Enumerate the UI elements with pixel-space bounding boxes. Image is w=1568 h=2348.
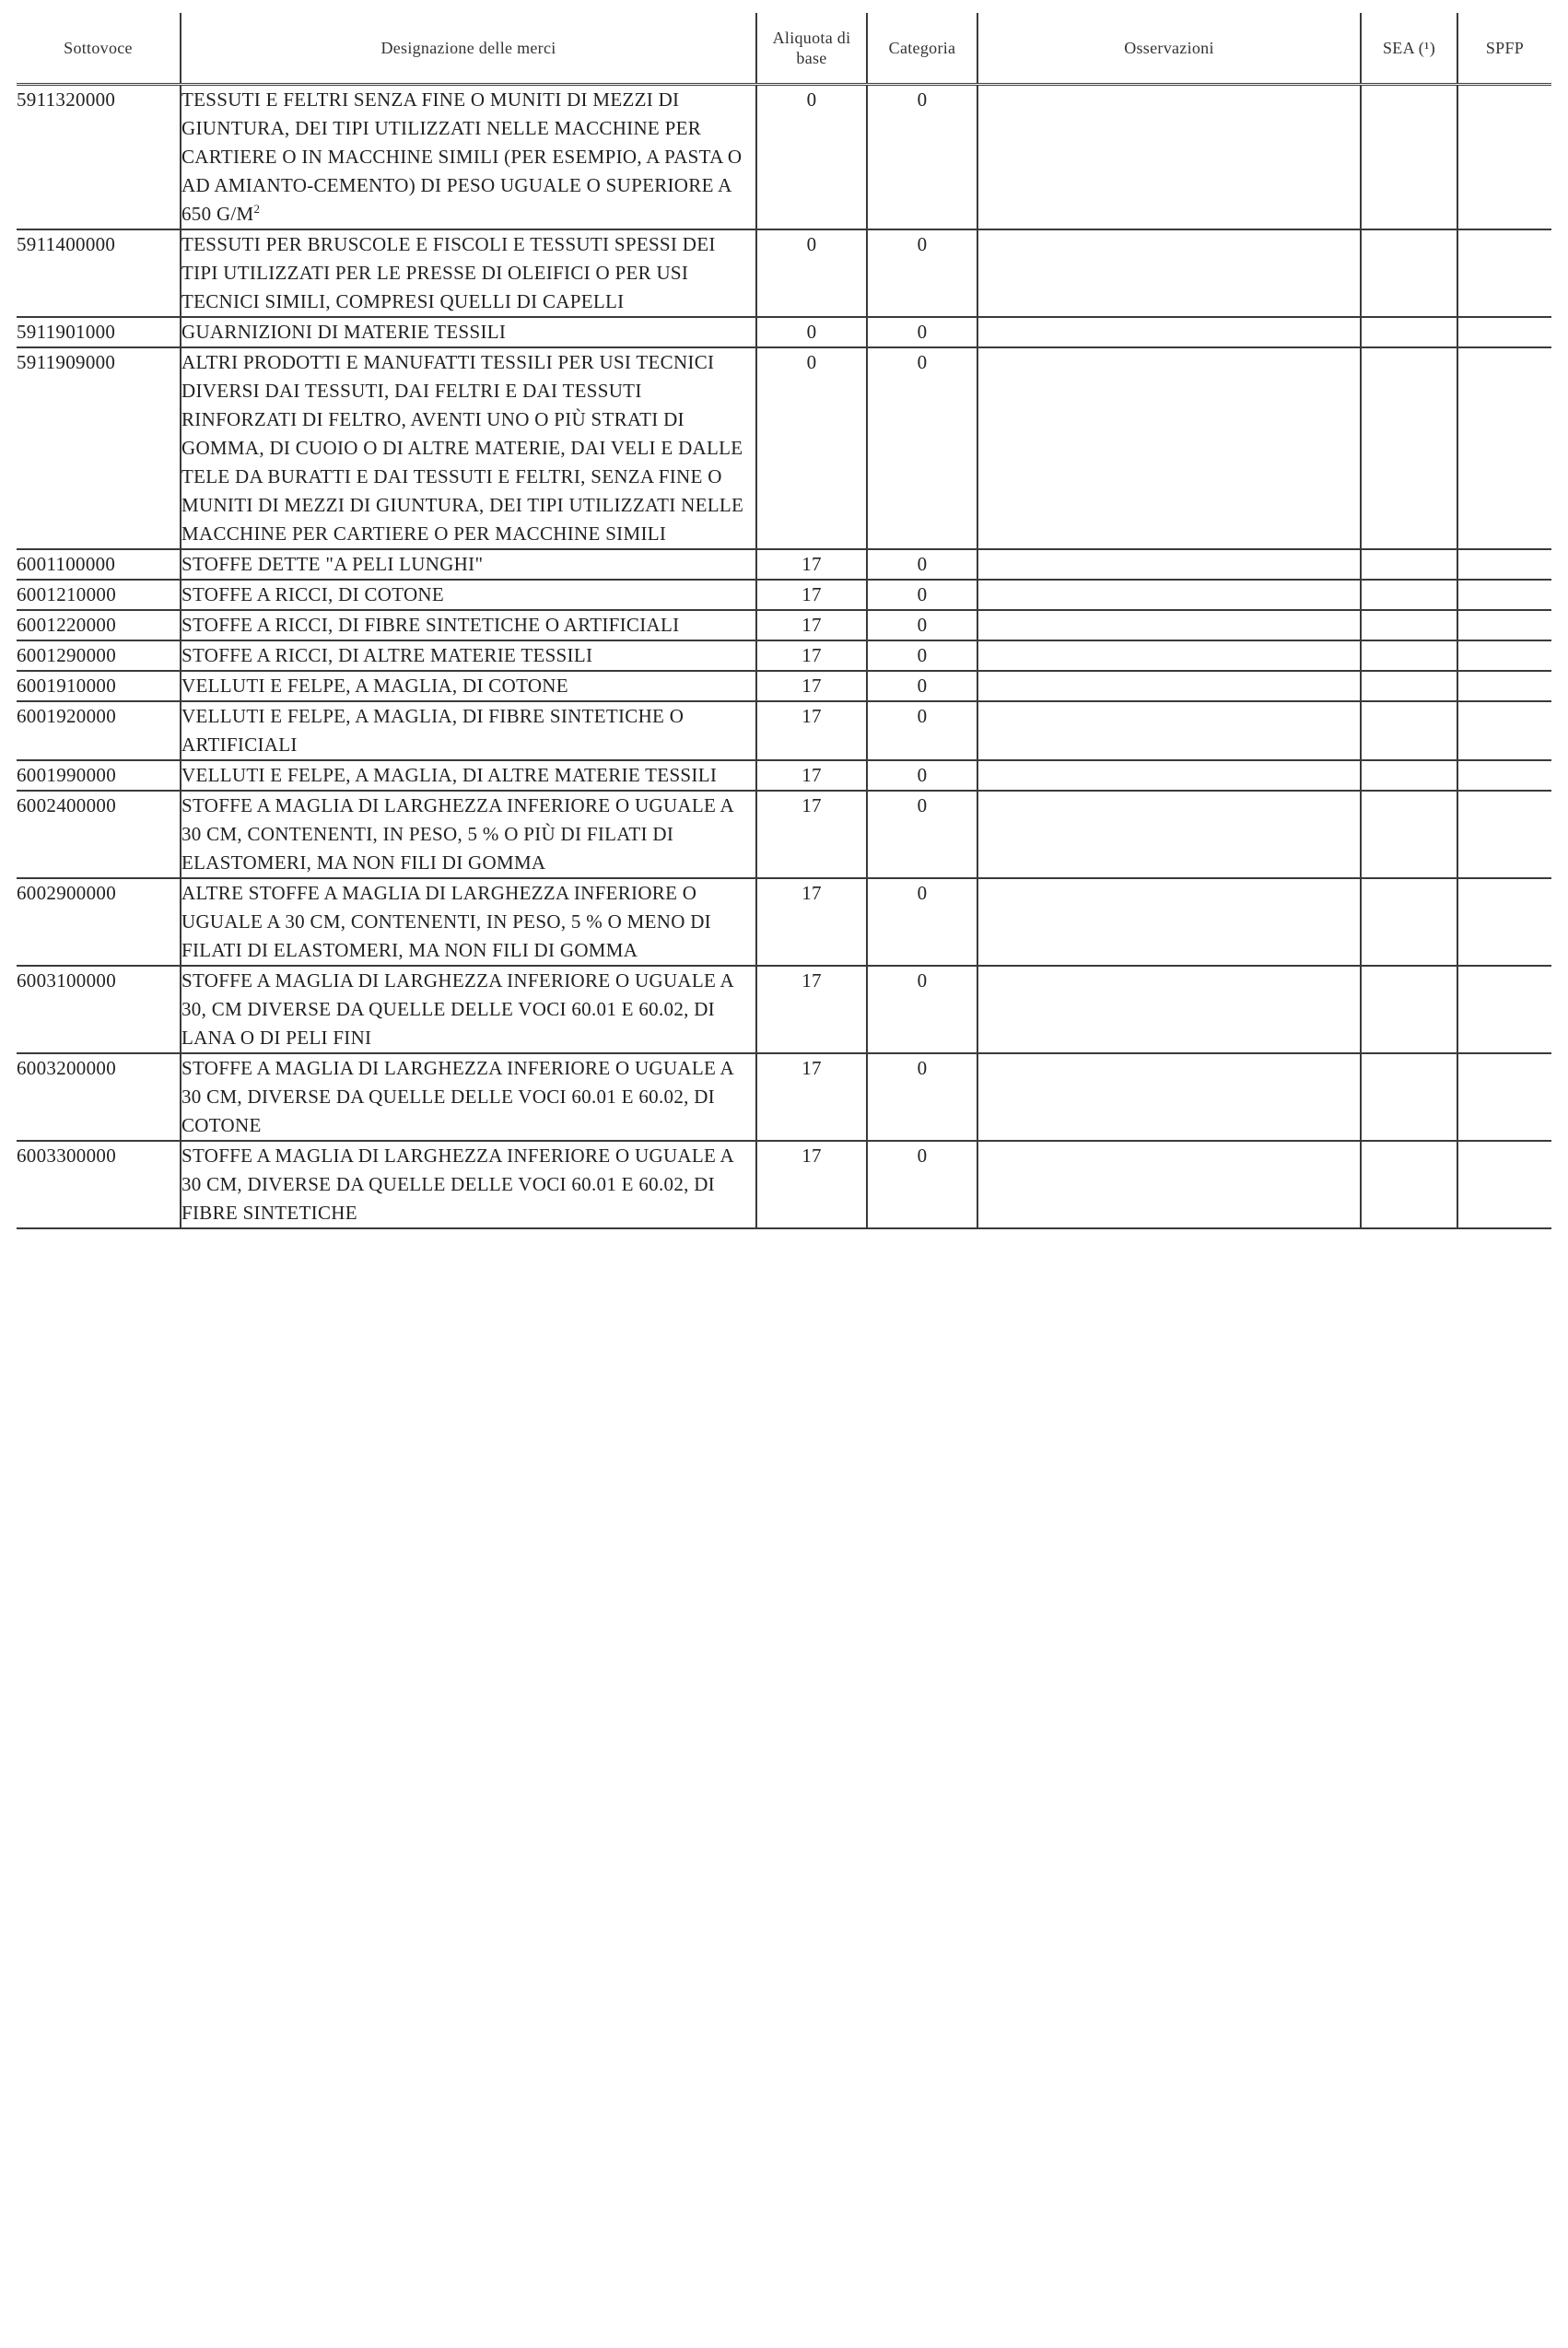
cell-rate: 0 bbox=[756, 317, 867, 347]
table-row bbox=[17, 317, 1551, 347]
cell-description-text: GUARNIZIONI DI MATERIE TESSILI bbox=[181, 321, 507, 343]
cell-observations bbox=[977, 640, 1361, 671]
cell-code: 6001220000 bbox=[17, 610, 181, 640]
cell-observations bbox=[977, 317, 1361, 347]
cell-sea bbox=[1361, 85, 1457, 230]
cell-category: 0 bbox=[867, 549, 977, 580]
cell-category: 0 bbox=[867, 878, 977, 966]
cell-category: 0 bbox=[867, 791, 977, 878]
cell-sea bbox=[1361, 549, 1457, 580]
cell-sea bbox=[1361, 1141, 1457, 1228]
tariff-table bbox=[17, 13, 1551, 1229]
cell-description bbox=[181, 878, 756, 966]
cell-code: 6001910000 bbox=[17, 671, 181, 701]
cell-sea bbox=[1361, 580, 1457, 610]
cell-rate: 17 bbox=[756, 1053, 867, 1141]
cell-description bbox=[181, 580, 756, 610]
header-row bbox=[17, 13, 1551, 85]
cell-rate: 17 bbox=[756, 610, 867, 640]
cell-observations bbox=[977, 229, 1361, 317]
cell-code: 5911901000 bbox=[17, 317, 181, 347]
cell-rate: 17 bbox=[756, 549, 867, 580]
cell-code: 6001290000 bbox=[17, 640, 181, 671]
cell-rate: 17 bbox=[756, 671, 867, 701]
table-row bbox=[17, 966, 1551, 1053]
cell-description bbox=[181, 671, 756, 701]
table-row bbox=[17, 791, 1551, 878]
cell-category: 0 bbox=[867, 85, 977, 230]
cell-sea bbox=[1361, 701, 1457, 760]
cell-code: 5911909000 bbox=[17, 347, 181, 549]
cell-category: 0 bbox=[867, 640, 977, 671]
header-code: Sottovoce bbox=[17, 13, 181, 85]
cell-description-text: STOFFE A MAGLIA DI LARGHEZZA INFERIORE O UGUALE A 30 CM, DIVERSE DA QUELLE DELLE VOCI 60.01 E 60.02, DI COTONE bbox=[181, 1057, 733, 1136]
cell-description-text: VELLUTI E FELPE, A MAGLIA, DI COTONE bbox=[181, 675, 568, 697]
cell-description bbox=[181, 1053, 756, 1141]
cell-observations bbox=[977, 671, 1361, 701]
cell-code: 6001920000 bbox=[17, 701, 181, 760]
cell-sea bbox=[1361, 791, 1457, 878]
cell-code: 6003300000 bbox=[17, 1141, 181, 1228]
cell-spfp bbox=[1457, 1141, 1551, 1228]
cell-spfp bbox=[1457, 1053, 1551, 1141]
cell-description-text: STOFFE DETTE "A PELI LUNGHI" bbox=[181, 553, 484, 575]
cell-code: 5911320000 bbox=[17, 85, 181, 230]
cell-description bbox=[181, 85, 756, 230]
cell-observations bbox=[977, 760, 1361, 791]
cell-observations bbox=[977, 347, 1361, 549]
header-rate-line1: Aliquota di bbox=[772, 29, 851, 47]
cell-description-superscript: 2 bbox=[253, 202, 261, 216]
cell-rate: 17 bbox=[756, 701, 867, 760]
cell-rate: 0 bbox=[756, 347, 867, 549]
header-rate bbox=[756, 13, 867, 85]
cell-observations bbox=[977, 1053, 1361, 1141]
cell-category: 0 bbox=[867, 760, 977, 791]
table-row bbox=[17, 671, 1551, 701]
cell-spfp bbox=[1457, 640, 1551, 671]
cell-code: 6002400000 bbox=[17, 791, 181, 878]
cell-description-text: STOFFE A RICCI, DI FIBRE SINTETICHE O ARTIFICIALI bbox=[181, 614, 680, 636]
cell-description bbox=[181, 640, 756, 671]
cell-category: 0 bbox=[867, 1053, 977, 1141]
cell-rate: 17 bbox=[756, 1141, 867, 1228]
cell-observations bbox=[977, 580, 1361, 610]
cell-spfp bbox=[1457, 671, 1551, 701]
cell-observations bbox=[977, 701, 1361, 760]
cell-sea bbox=[1361, 1053, 1457, 1141]
cell-sea bbox=[1361, 347, 1457, 549]
cell-code: 6002900000 bbox=[17, 878, 181, 966]
cell-description bbox=[181, 347, 756, 549]
cell-rate: 17 bbox=[756, 640, 867, 671]
table-row bbox=[17, 229, 1551, 317]
cell-spfp bbox=[1457, 317, 1551, 347]
cell-spfp bbox=[1457, 229, 1551, 317]
cell-category: 0 bbox=[867, 701, 977, 760]
cell-spfp bbox=[1457, 580, 1551, 610]
cell-rate: 17 bbox=[756, 878, 867, 966]
cell-sea bbox=[1361, 317, 1457, 347]
cell-rate: 17 bbox=[756, 791, 867, 878]
cell-rate: 0 bbox=[756, 229, 867, 317]
cell-sea bbox=[1361, 610, 1457, 640]
cell-rate: 17 bbox=[756, 580, 867, 610]
cell-description-text: STOFFE A RICCI, DI COTONE bbox=[181, 583, 445, 605]
table-row bbox=[17, 1141, 1551, 1228]
table-row bbox=[17, 760, 1551, 791]
cell-description bbox=[181, 229, 756, 317]
cell-description bbox=[181, 1141, 756, 1228]
cell-code: 6003200000 bbox=[17, 1053, 181, 1141]
cell-sea bbox=[1361, 671, 1457, 701]
header-sea: SEA (¹) bbox=[1361, 13, 1457, 85]
cell-observations bbox=[977, 85, 1361, 230]
cell-observations bbox=[977, 966, 1361, 1053]
cell-rate: 0 bbox=[756, 85, 867, 230]
cell-description bbox=[181, 610, 756, 640]
cell-category: 0 bbox=[867, 580, 977, 610]
cell-description bbox=[181, 791, 756, 878]
table-row bbox=[17, 549, 1551, 580]
cell-description bbox=[181, 966, 756, 1053]
cell-observations bbox=[977, 791, 1361, 878]
cell-description-text: STOFFE A MAGLIA DI LARGHEZZA INFERIORE O UGUALE A 30 CM, CONTENENTI, IN PESO, 5 % O PIÙ DI FILATI DI ELASTOMERI, MA NON FILI DI GOMMA bbox=[181, 794, 733, 874]
cell-code: 6003100000 bbox=[17, 966, 181, 1053]
table-row bbox=[17, 640, 1551, 671]
header-rate-line2: base bbox=[796, 49, 827, 67]
table-body bbox=[17, 85, 1551, 1229]
cell-code: 5911400000 bbox=[17, 229, 181, 317]
cell-description bbox=[181, 317, 756, 347]
header-category: Categoria bbox=[867, 13, 977, 85]
cell-code: 6001990000 bbox=[17, 760, 181, 791]
cell-sea bbox=[1361, 760, 1457, 791]
table-row bbox=[17, 347, 1551, 549]
cell-sea bbox=[1361, 878, 1457, 966]
cell-spfp bbox=[1457, 966, 1551, 1053]
cell-spfp bbox=[1457, 878, 1551, 966]
cell-description-text: VELLUTI E FELPE, A MAGLIA, DI FIBRE SINTETICHE O ARTIFICIALI bbox=[181, 705, 685, 756]
cell-description-text: TESSUTI E FELTRI SENZA FINE O MUNITI DI MEZZI DI GIUNTURA, DEI TIPI UTILIZZATI NELLE MACCHINE PER CARTIERE O IN MACCHINE SIMILI (PER ESEMPIO, A PASTA O AD AMIANTO-CEMENTO) DI PESO UGUALE O SUPERIORE A 650 G/M bbox=[181, 88, 743, 225]
cell-description-text: STOFFE A RICCI, DI ALTRE MATERIE TESSILI bbox=[181, 644, 593, 666]
cell-spfp bbox=[1457, 347, 1551, 549]
cell-spfp bbox=[1457, 549, 1551, 580]
cell-category: 0 bbox=[867, 229, 977, 317]
cell-observations bbox=[977, 610, 1361, 640]
header-description: Designazione delle merci bbox=[181, 13, 756, 85]
table-header bbox=[17, 13, 1551, 85]
cell-code: 6001100000 bbox=[17, 549, 181, 580]
cell-spfp bbox=[1457, 791, 1551, 878]
cell-description-text: ALTRE STOFFE A MAGLIA DI LARGHEZZA INFERIORE O UGUALE A 30 CM, CONTENENTI, IN PESO, 5 % O MENO DI FILATI DI ELASTOMERI, MA NON FILI DI GOMMA bbox=[181, 882, 711, 961]
cell-sea bbox=[1361, 640, 1457, 671]
cell-category: 0 bbox=[867, 610, 977, 640]
table-row bbox=[17, 878, 1551, 966]
cell-observations bbox=[977, 1141, 1361, 1228]
header-spfp: SPFP bbox=[1457, 13, 1551, 85]
cell-category: 0 bbox=[867, 966, 977, 1053]
table-row bbox=[17, 701, 1551, 760]
cell-description-text: VELLUTI E FELPE, A MAGLIA, DI ALTRE MATERIE TESSILI bbox=[181, 764, 718, 786]
cell-description-text: TESSUTI PER BRUSCOLE E FISCOLI E TESSUTI SPESSI DEI TIPI UTILIZZATI PER LE PRESSE DI OLEIFICI O PER USI TECNICI SIMILI, COMPRESI QUELLI DI CAPELLI bbox=[181, 233, 716, 312]
cell-category: 0 bbox=[867, 347, 977, 549]
cell-description bbox=[181, 701, 756, 760]
cell-description-text: STOFFE A MAGLIA DI LARGHEZZA INFERIORE O UGUALE A 30 CM, DIVERSE DA QUELLE DELLE VOCI 60.01 E 60.02, DI FIBRE SINTETICHE bbox=[181, 1145, 733, 1224]
table-row bbox=[17, 610, 1551, 640]
header-observations: Osservazioni bbox=[977, 13, 1361, 85]
cell-spfp bbox=[1457, 760, 1551, 791]
cell-description-text: STOFFE A MAGLIA DI LARGHEZZA INFERIORE O UGUALE A 30, CM DIVERSE DA QUELLE DELLE VOCI 60.01 E 60.02, DI LANA O DI PELI FINI bbox=[181, 969, 733, 1049]
cell-description bbox=[181, 760, 756, 791]
cell-observations bbox=[977, 549, 1361, 580]
table-row bbox=[17, 1053, 1551, 1141]
cell-observations bbox=[977, 878, 1361, 966]
cell-spfp bbox=[1457, 610, 1551, 640]
table-row bbox=[17, 85, 1551, 230]
cell-category: 0 bbox=[867, 671, 977, 701]
cell-sea bbox=[1361, 966, 1457, 1053]
cell-sea bbox=[1361, 229, 1457, 317]
cell-description-text: ALTRI PRODOTTI E MANUFATTI TESSILI PER USI TECNICI DIVERSI DAI TESSUTI, DAI FELTRI E DAI TESSUTI RINFORZATI DI FELTRO, AVENTI UNO O PIÙ STRATI DI GOMMA, DI CUOIO O DI ALTRE MATERIE, DAI VELI E DALLE TELE DA BURATTI E DAI TESSUTI E FELTRI, SENZA FINE O MUNITI DI MEZZI DI GIUNTURA, DEI TIPI UTILIZZATI NELLE MACCHINE PER CARTIERE O PER MACCHINE SIMILI bbox=[181, 351, 744, 545]
cell-rate: 17 bbox=[756, 760, 867, 791]
table-row bbox=[17, 580, 1551, 610]
cell-description bbox=[181, 549, 756, 580]
cell-rate: 17 bbox=[756, 966, 867, 1053]
cell-category: 0 bbox=[867, 317, 977, 347]
cell-category: 0 bbox=[867, 1141, 977, 1228]
cell-spfp bbox=[1457, 85, 1551, 230]
cell-code: 6001210000 bbox=[17, 580, 181, 610]
cell-spfp bbox=[1457, 701, 1551, 760]
